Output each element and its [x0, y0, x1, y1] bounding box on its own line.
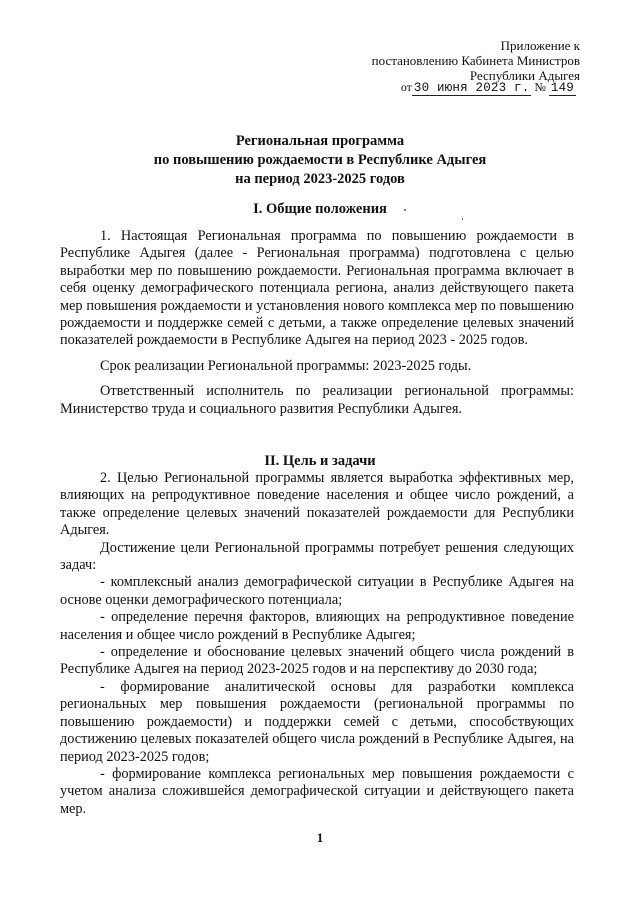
- appendix-line-3: Республики Адыгея: [469, 68, 580, 83]
- title-line-3: на период 2023-2025 годов: [235, 171, 405, 187]
- decree-date-number: [401, 80, 576, 96]
- task-item: - определение перечня факторов, влияющих на репродуктивное поведение населения и общее число рождений в Республике Адыгея;: [60, 609, 574, 643]
- section-1-paragraph-1: 1. Настоящая Региональная программа по повышению рождаемости в Республике Адыгея (далее - Региональная программа) подготовлена с целью выработки мер по повышению рождаемости. Региональная программа включает в себя оценку демографического потенциала региона, анализ действующего пакета мер повышения рождаемости и установления нового комплекса мер по повышению рождаемости и поддержке семей с детьми, а также определение целевых значений показателей рождаемости в Республике Адыгея на период 2023 - 2025 годов.: [60, 228, 574, 349]
- section-2-paragraph-1: 2. Целью Региональной программы является выработка эффективных мер, влияющих на репродуктивное поведение населения и общее число рождений, а также определение целевых значений показателей рождаемости для Республики Адыгея.: [60, 470, 574, 539]
- task-item: - комплексный анализ демографической ситуации в Республике Адыгея на основе оценки демографического потенциала;: [60, 574, 574, 608]
- task-item: - формирование аналитической основы для разработки комплекса региональных мер повышения рождаемости (региональной программы по повышению рождаемости) и поддержки семей с детьми, способствующих достижению целевых показателей общего числа рождений в Республике Адыгея, на период 2023-2025 годов;: [60, 678, 574, 765]
- date-prefix: от: [400, 80, 412, 94]
- section-1-paragraph-3: Ответственный исполнитель по реализации региональной программы: Министерство труда и социального развития Республики Адыгея.: [60, 383, 574, 417]
- scan-speck: [462, 218, 463, 220]
- section-1-body: [60, 228, 574, 418]
- section-2-paragraph-2: Достижение цели Региональной программы потребует решения следующих задач:: [60, 539, 574, 574]
- section-1-paragraph-2: Срок реализации Региональной программы: 2023-2025 годы.: [100, 357, 472, 374]
- task-item: - формирование комплекса региональных мер повышения рождаемости с учетом анализа сложившейся демографической ситуации и действующего пакета мер.: [60, 765, 574, 817]
- title-line-1: Региональная программа: [235, 133, 405, 149]
- appendix-line-1: Приложение к: [500, 38, 580, 53]
- decree-date: 30 июня 2023 г.: [413, 81, 530, 95]
- appendix-block: [372, 38, 580, 83]
- title-line-2: по повышению рождаемости в Республике Адыгея: [153, 152, 487, 168]
- section-1-heading: I. Общие положения: [253, 201, 387, 217]
- section-2-heading: II. Цель и задачи: [264, 453, 376, 469]
- number-sign: №: [534, 80, 546, 94]
- section-2-body: [60, 470, 574, 818]
- appendix-line-2: постановлению Кабинета Министров: [371, 53, 580, 68]
- page-number: 1: [316, 830, 324, 845]
- scan-speck: [404, 209, 406, 211]
- decree-number: 149: [550, 81, 574, 95]
- document-title: [0, 132, 640, 189]
- task-item: - определение и обоснование целевых значений общего числа рождений в Республике Адыгея на период 2023-2025 годов и на перспективу до 2030 года;: [60, 644, 574, 678]
